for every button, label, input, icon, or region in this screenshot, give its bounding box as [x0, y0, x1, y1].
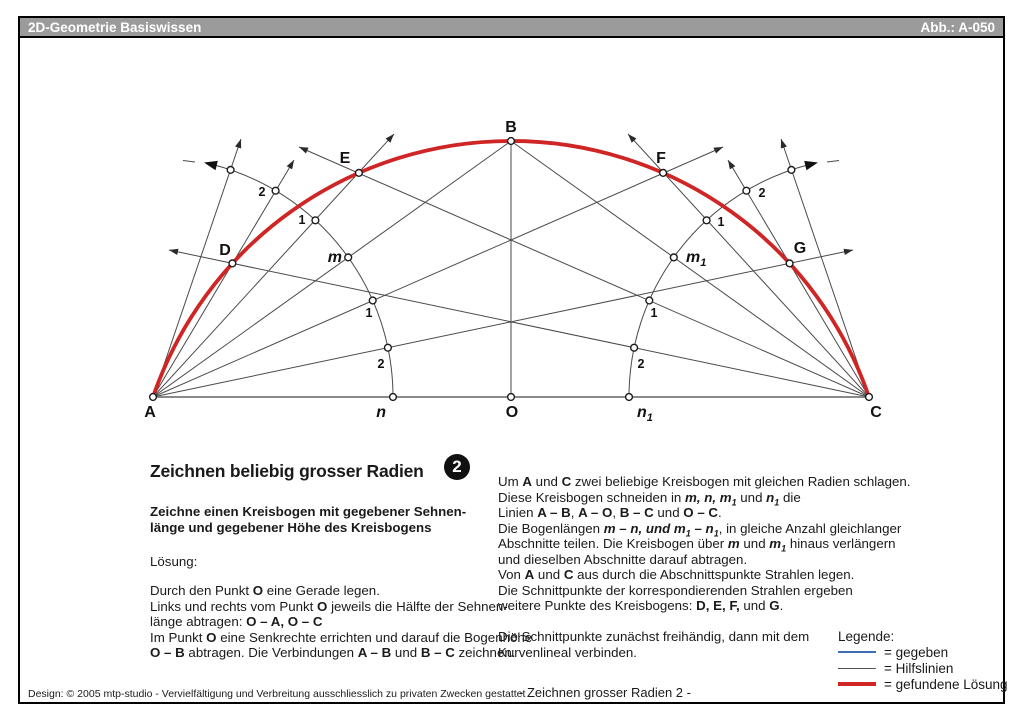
construction-line — [511, 141, 869, 397]
document-title: - Zeichnen grosser Radien 2 - — [519, 685, 691, 700]
point-A-marker — [150, 394, 157, 401]
diagram-label-1: 1 — [365, 306, 373, 320]
diagram-label-m: $m_1$ — [686, 249, 707, 269]
point-m-marker — [345, 254, 352, 261]
given-line-sample — [838, 651, 876, 654]
diagram-label-2: 2 — [758, 186, 766, 200]
arc-left-2-low-marker — [385, 344, 392, 351]
header-title: 2D-Geometrie Basiswissen — [28, 19, 202, 35]
arc-left-2-up-marker — [272, 187, 279, 194]
diagram-label-A: A — [144, 404, 156, 421]
arc-right-2-low-marker — [631, 344, 638, 351]
helper-arc — [629, 165, 809, 397]
instructions-line — [498, 614, 910, 630]
diagram-label-E: E — [339, 150, 351, 167]
arc-right-1-up-marker — [703, 217, 710, 224]
section-title: Zeichnen beliebig grosser Radien — [150, 461, 424, 481]
arrowhead — [781, 139, 787, 149]
diagram-label-D: D — [219, 242, 231, 259]
legend-item-helper — [838, 660, 1008, 676]
instructions-line: Abschnitte teilen. Die Kreisbogen über m und $m_1$ hinaus verlängern — [498, 536, 896, 554]
construction-line — [299, 147, 869, 397]
solution-line: O – B abtragen. Die Verbindungen A – B und B – C zeichnen. — [150, 645, 516, 660]
diagram-label-1: 1 — [717, 215, 725, 229]
solution-line: Im Punkt O eine Senkrechte errichten und darauf die Bogenhöhe — [150, 629, 533, 645]
diagram-label-C: C — [870, 404, 882, 421]
instructions-line: Um A und C zwei beliebige Kreisbogen mit gleichen Radien schlagen. — [498, 474, 911, 489]
legend-item-label: = gefundene Lösung — [884, 676, 1008, 692]
point-C-marker — [866, 394, 873, 401]
solution-line: Durch den Punkt O eine Gerade legen. — [150, 583, 380, 598]
helper-arc — [213, 165, 393, 397]
diagram-label-m: m — [327, 249, 342, 266]
construction-line — [183, 161, 195, 163]
instructions-line: Die Schnittpunkte der korrespondierenden Strahlen ergeben — [498, 582, 853, 598]
solution-line-sample — [838, 682, 876, 686]
legend-item-label: = gegeben — [884, 644, 949, 660]
diagram-label-F: F — [656, 150, 666, 167]
point-G-marker — [786, 260, 793, 267]
arc-right-2-up-marker — [743, 187, 750, 194]
construction-line — [153, 160, 294, 397]
diagram-label-B: B — [505, 119, 517, 136]
legend-item-label: = Hilfslinien — [884, 660, 954, 676]
legend-item-given — [838, 644, 1008, 660]
solution-line: Links und rechts vom Punkt O jeweils die Hälfte der Sehnen- — [150, 598, 508, 614]
figure-ref: Abb.: A-050 — [920, 19, 995, 35]
instructions-line: und dieselben Abschnitte darauf abtragen. — [498, 551, 748, 567]
arrowhead — [169, 249, 178, 255]
arc-right-end-marker — [788, 167, 795, 174]
subtitle-line-1: Zeichne einen Kreisbogen mit gegebener Sehnen- — [150, 504, 467, 519]
arrowhead — [204, 161, 218, 170]
instructions-line: weitere Punkte des Kreisbogens: D, E, F, und G. — [498, 598, 784, 613]
instructions-line: Die Bogenlängen m – n, und $m_1 - n_1$, in gleiche Anzahl gleichlanger — [498, 520, 902, 539]
point-n1-marker — [626, 394, 633, 401]
arc-left-1-up-marker — [312, 217, 319, 224]
diagram-label-2: 2 — [637, 357, 645, 371]
point-O-marker — [508, 394, 515, 401]
diagram-label-n: n — [376, 404, 386, 421]
solution-line: länge abtragen: O – A, O – C — [150, 614, 323, 629]
legend-item-solution — [838, 676, 1008, 692]
diagram-label-1: 1 — [298, 213, 306, 227]
diagram-label-G: G — [793, 240, 807, 257]
arrowhead — [235, 139, 241, 149]
construction-line — [153, 250, 853, 397]
instructions-line: Diese Kreisbogen schneiden in m, n, $m_1$ und $n_1$ die — [498, 489, 801, 508]
point-m1-marker — [670, 254, 677, 261]
legend — [838, 629, 1008, 693]
legend-heading: Legende: — [838, 629, 895, 644]
arrowhead — [804, 161, 818, 170]
solution-heading: Lösung: — [150, 554, 198, 569]
construction-line — [169, 250, 869, 397]
arc-left-end-marker — [227, 167, 234, 174]
subtitle-line-2: länge und gegebener Höhe des Kreisbogens — [150, 519, 432, 535]
point-E-marker — [356, 170, 363, 177]
point-F-marker — [660, 170, 667, 177]
instructions-line: Linien A – B, A – O, B – C und O – C. — [498, 505, 722, 520]
construction-line — [728, 160, 869, 397]
arc-left-1-low-marker — [369, 297, 376, 304]
arc-right-1-low-marker — [646, 297, 653, 304]
arrowhead — [299, 147, 309, 154]
title-badge: 2 — [444, 454, 470, 480]
instructions-line: Von A und C aus durch die Abschnittspunkte Strahlen legen. — [498, 567, 855, 582]
helper-line-sample — [838, 668, 876, 670]
point-D-marker — [229, 260, 236, 267]
construction-line — [153, 141, 511, 397]
arrowhead — [287, 160, 294, 169]
arrowhead — [713, 147, 723, 154]
diagram-label-n: $n_1$ — [637, 404, 653, 424]
arrowhead — [728, 160, 735, 169]
diagram-label-O: O — [505, 404, 519, 421]
copyright-note: Design: © 2005 mtp-studio - Vervielfältigung und Verbreitung ausschliesslich zu privaten Zwecken gestattet — [28, 688, 526, 700]
point-B-marker — [508, 138, 515, 145]
solution-paragraph — [150, 583, 532, 661]
subtitle — [150, 504, 466, 536]
point-n-marker — [390, 394, 397, 401]
instructions-line: Kurvenlineal verbinden. — [498, 644, 637, 660]
instructions-line: Die Schnittpunkte zunächst freihändig, dann mit dem — [498, 629, 810, 644]
diagram-label-2: 2 — [377, 357, 385, 371]
construction-line — [827, 161, 839, 163]
diagram-label-1: 1 — [650, 306, 658, 320]
arrowhead — [844, 249, 853, 255]
diagram-label-2: 2 — [258, 185, 266, 199]
